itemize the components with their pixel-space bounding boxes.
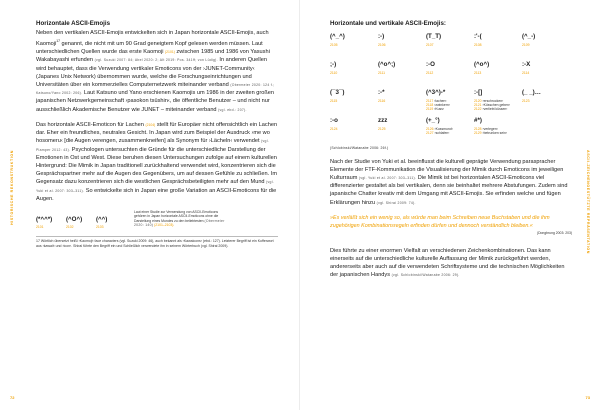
emoji-face: zzz: [378, 116, 388, 124]
emoji-meaning: ›erschrocken‹: [482, 98, 504, 103]
right-page: [300, 0, 600, 410]
emoji-code: 2116: [378, 98, 386, 103]
text: So entwickelte sich in Japan eine große Variation an ASCII-Emoticons für die Augen.: [36, 187, 277, 202]
emoji-code: 2122: [474, 107, 482, 112]
left-paragraph-1: [36, 29, 278, 114]
emoji-code-line: [426, 107, 474, 111]
emoji-cell: [378, 117, 426, 145]
text: genannt, die nicht mit um 90 Grad geneigtem Kopf gelesen werden müssen. Laut unterschiedlichen Quellen wurde das erste Kaomoji: [36, 41, 263, 56]
emoticon-face: (*^^*): [36, 215, 53, 223]
emoji-cell: [474, 33, 522, 61]
citation: (Obermeier 2020: 124 f.; Katsuno/Yano 2002: 206).: [36, 83, 275, 96]
emoji-face: (^_-): [522, 32, 536, 40]
emoji-codes: [474, 71, 522, 75]
emoji-code: 2114: [522, 70, 530, 75]
emoji-cell: [522, 33, 570, 61]
emoji-code-line: [426, 43, 474, 47]
emoji-meaning: ›lachen‹: [434, 98, 447, 103]
emoji-code-line: [474, 43, 522, 47]
footnote: 17 Wörtlich übersetzt heißt ›Kaomoji‹ face characters (vgl. Suzuki 2009: 46), auch bekannt als ›Kawaicons‹ (ebd.: 127). Letzterer Begriff ist ein Kofferwort aus ›kawaii‹ und ›icon‹. Shirai führte den Begriff ein und Schließlich verwendete ihn in seinem Wörterbuch (vgl. Shirai 2009).: [36, 239, 274, 249]
emoji-cell: [426, 61, 474, 89]
emoji-cell: [378, 89, 426, 117]
emoji-face: (^o^;): [378, 60, 396, 68]
emoji-codes: [426, 127, 474, 136]
emoji-code: 2125: [378, 126, 386, 131]
emoji-code-line: [378, 127, 426, 131]
emoji-codes: [426, 99, 474, 112]
emoticon-item: [96, 216, 126, 229]
citation: (vgl. Schlobinski/Watanabe 2006: 29).: [391, 273, 460, 278]
emoji-codes: [426, 43, 474, 47]
emoji-face: :-*: [378, 88, 385, 96]
emoji-code: 2119: [426, 107, 434, 112]
block-quote: »Es verläßt sich ein wenig so, als würde man beim Schreiben neue Buchstaben und die ihm zugehörigen Kombinationsregeln erfinden dürfen und dennoch verständlich bleiben.«: [330, 214, 550, 229]
emoji-meaning: ›Kussmund‹: [434, 126, 453, 131]
emoji-code: 2109: [522, 42, 530, 47]
emoji-face: :-): [378, 32, 385, 40]
emoji-codes: [522, 99, 570, 103]
emoji-cell: [330, 117, 378, 145]
emoji-code: 2106: [378, 42, 386, 47]
emoji-codes: [378, 71, 426, 75]
citation: (vgl. Suzuki 2007: 84; Abel 2020: 2; Alt 2019: Pos. 341ff; von Lüdig).: [94, 58, 218, 63]
emoji-face: (¯3¯): [330, 88, 345, 96]
emoji-code: 2115: [330, 98, 338, 103]
emoji-codes: [522, 71, 570, 75]
emoji-code-line: [474, 131, 522, 135]
emoji-face: (+_°): [426, 116, 440, 124]
emoticon-item: [36, 216, 66, 229]
emoji-cell: [378, 61, 426, 89]
right-paragraph-1: [330, 158, 572, 207]
emoji-cell: [522, 89, 570, 117]
emoji-codes: [378, 99, 426, 103]
emoticon-face: (^O^): [66, 215, 83, 223]
text: stellt für Europäer nicht offensichtlich ein Lachen dar. Eher ein freundliches, neutrales Gesicht. In Japan wird zum Beispiel der Ausdruck ›me wo hosomeru‹ [die Augen verengen, zusammenkneifen] als Synonym für ›Lächeln‹ verwendet: [36, 121, 278, 145]
emoji-code: 2127: [426, 130, 434, 135]
emoji-codes: [330, 127, 378, 131]
emoji-code: 2126: [426, 126, 434, 131]
emoji-cell: [330, 61, 378, 89]
emoji-code-line: [330, 127, 378, 131]
emoji-code: 2118: [426, 102, 434, 107]
citation: (vgl. Yuki et al. 2007: 303–311).: [358, 175, 417, 180]
emoji-code-line: [426, 131, 474, 135]
emoji-codes: [378, 127, 426, 131]
emoji-code: 2120: [474, 98, 482, 103]
right-page-number: 73: [585, 395, 590, 400]
left-page-number: 72: [10, 395, 15, 400]
text: Psychologen untersuchten die Gründe für die unterschiedliche Darstellung der Emotionen in Ost und West. Diese beruhen diesen Untersuchungen zufolge auf einem kulturellen Hintergrund: Die Mimik in Japan traditionell zurückhaltend verwendet wird, konzentrieren sich die Gesprächspartner mehr auf die Augen des Gegenübers, um auf dessen Gefühle zu schließen. Im Gegensatz dazu konzentrieren sich die westlichen Gesprächsbeteiligten mehr auf den Mund: [36, 146, 277, 186]
emoticon-face: (^^): [96, 215, 108, 223]
emoji-cell: [330, 89, 378, 117]
emoji-codes: [330, 99, 378, 103]
emoji-face: :'-(: [474, 32, 482, 40]
emoji-face: :-O: [426, 60, 435, 68]
emoji-face: ;-): [330, 60, 337, 68]
emoji-meaning: ›verliebt küssen‹: [482, 107, 508, 112]
emoji-face: (^_^): [330, 32, 345, 40]
emoji-code: 2113: [474, 70, 482, 75]
emoji-code: 2111: [378, 70, 386, 75]
emoticon-item: [66, 216, 96, 229]
emoji-code-line: [474, 71, 522, 75]
left-side-label: HISTORISCHE REKONSTRUKTION: [10, 150, 14, 226]
emoticon-code: 2101: [36, 224, 44, 229]
emoji-cell: [378, 33, 426, 61]
emoji-cell: [474, 89, 522, 117]
emoji-face: #*): [474, 116, 482, 124]
emoji-code-line: [330, 43, 378, 47]
emoji-code-line: [426, 71, 474, 75]
emoticon-code: 2102: [66, 224, 74, 229]
emoji-cell: [426, 89, 474, 117]
figure-ref: (2101–2103).: [154, 223, 175, 228]
emoji-meaning: ›Küsschen geben‹: [482, 102, 511, 107]
emoji-meaning: ›verlegen‹: [482, 126, 498, 131]
text: Neben den vertikalen ASCII-Emojis entwickelten sich in Japan horizontale ASCII-Emojis, auch Kaomoji: [36, 30, 269, 48]
citation: (vgl. Shirai 2009: 74).: [376, 200, 416, 205]
emoji-code-line: [378, 99, 426, 103]
emoji-face: :-o: [330, 116, 338, 124]
citation: (vgl. ebd.: 207).: [218, 107, 247, 112]
emoji-codes: [474, 99, 522, 112]
emoji-codes: [522, 43, 570, 47]
text: Das horizontale ASCII-Emoticon für Lachen: [36, 121, 146, 128]
emoji-code-line: [474, 107, 522, 111]
emoji-code-line: [330, 71, 378, 75]
emoji-code: 2124: [330, 126, 338, 131]
emoji-code: 2121: [474, 102, 482, 107]
emoji-codes: [330, 43, 378, 47]
text: Laut einer Studie zur Verwendung von ASCII-Emoticons gehören in Japan horizontale ASCII-Emoticons ohne die Darstellung eines Mundes zu den beliebtesten: [134, 209, 219, 223]
right-heading: Horizontale und vertikale ASCII-Emojis:: [330, 20, 446, 27]
emoticon-row: [36, 216, 126, 229]
right-side-label: ASCII-ZEICHENGESTÜTZTE REPRÄSENTATION: [586, 150, 590, 254]
figure-ref: (2101): [165, 50, 175, 55]
emoji-codes: [426, 71, 474, 75]
emoji-code: 2108: [474, 42, 482, 47]
emoji-face: :-X: [522, 60, 531, 68]
emoji-code: 2128: [474, 126, 482, 131]
emoji-face: (T_T): [426, 32, 442, 40]
emoji-code-line: [522, 71, 570, 75]
emoji-codes: [330, 71, 378, 75]
emoji-codes: [378, 43, 426, 47]
emoji-code-line: [522, 43, 570, 47]
emoji-code: 2110: [330, 70, 338, 75]
emoji-meaning: ›betrunken sein‹: [482, 130, 508, 135]
emoji-code-line: [378, 43, 426, 47]
figure-caption: [134, 210, 226, 228]
emoji-face: (_ _)…: [522, 88, 541, 96]
text: zwischen 1985 und 1986 von Yasushi Wakabayashi erfunden: [36, 49, 270, 64]
right-column: [330, 20, 572, 287]
emoji-codes: [474, 43, 522, 47]
right-paragraph-2: [330, 247, 572, 280]
emoji-meaning: ›schlafen‹: [434, 130, 450, 135]
grid-source: (Schlobinski/Watanabe 2006: 26f.): [330, 145, 389, 150]
emoji-cell: [522, 61, 570, 89]
emoticon-figure: [36, 210, 278, 229]
emoticon-code: 2103: [96, 224, 104, 229]
emoji-face: (^3^)-*: [426, 88, 446, 96]
emoji-meaning: ›zwinkern‹: [434, 102, 450, 107]
emoji-code: 2107: [426, 42, 434, 47]
emoji-face: :-[]: [474, 88, 483, 96]
emoji-cell: [426, 33, 474, 61]
left-heading: Horizontale ASCII-Emojis: [36, 20, 111, 27]
left-paragraph-2: [36, 121, 278, 203]
emoji-code: 2105: [330, 42, 338, 47]
quote-source: (Dongbrung 2003: 203): [536, 230, 572, 235]
emoji-meaning: ›Kuss‹: [434, 107, 445, 112]
text: In anderen Quellen wird behauptet, dass die Verwendung vertikaler Emoticons von der ›JUNET-Community‹ (Japanes Unix Network) übernommen wurde, welche die Forschungseinrichtungen und Universitäten über ein kommerzielles Computernetzwerk miteinander verband: [36, 57, 267, 89]
emoji-cell: [474, 61, 522, 89]
text: Die Mimik ist bei horizontalen ASCII-Emoticons viel differenzierter gestaltet als bei vertikalen, denn sie beinhaltet mehrere Abstufungen. Zudem sind japanische Chatter kreativ mit dem Umgang mit ASCII-Emojis. Sie erfinden welche und fügen Erklärungen hinzu: [330, 174, 568, 206]
emoji-code: 2123: [522, 98, 530, 103]
emoji-grid: [330, 33, 572, 145]
footnote-rule: [36, 236, 278, 237]
emoji-code: 2129: [474, 130, 482, 135]
text: Dies führte zu einer enormen Vielfalt an verschiedenen Zeichenkombinationen. Das kann einerseits auf die unterschiedliche kulturelle Auffassung der Mimik zurückgeführt werden, andererseits aber auch auf die verwendeten Schriftsysteme und die technischen Möglichkeiten der japanischen Handys: [330, 247, 565, 279]
left-column: [36, 20, 278, 249]
text: Laut Katsuno und Yano erschienen Kaomojis um 1986 in der zweiten großen japanischen Netzwerkgemeinschaft ›pasokon tsūshin‹, die öffentliche Benutzer – und nicht nur ausschließlich Akademische Benutzer wie JUNET – miteinander verband: [36, 90, 275, 113]
emoji-codes: [474, 127, 522, 136]
citation: (vgl. Yuki et al. 2007: 303–311).: [36, 180, 275, 193]
emoji-code: 2117: [426, 98, 434, 103]
text: Nach der Studie von Yuki et al. beeinflusst die kulturell geprägte Verwendung paraspracher Elemente der FTF-Kommunikation die Visualisierung der Mimik durch Emoticons im jeweiligen Kulturraum: [330, 158, 564, 181]
emoji-code: 2112: [426, 70, 434, 75]
emoji-cell: [330, 33, 378, 61]
citation: (vgl. Plamper 2012: 43).: [36, 139, 270, 152]
figure-ref: (2104): [145, 122, 156, 127]
emoji-face: (^o^): [474, 60, 490, 68]
footnote-marker: 17: [56, 39, 60, 44]
emoji-code-line: [330, 99, 378, 103]
emoji-cell: [474, 117, 522, 145]
citation: (Obermeier 2020: 140): [134, 218, 225, 228]
emoji-cell: [426, 117, 474, 145]
emoji-code-line: [378, 71, 426, 75]
emoji-code-line: [522, 99, 570, 103]
